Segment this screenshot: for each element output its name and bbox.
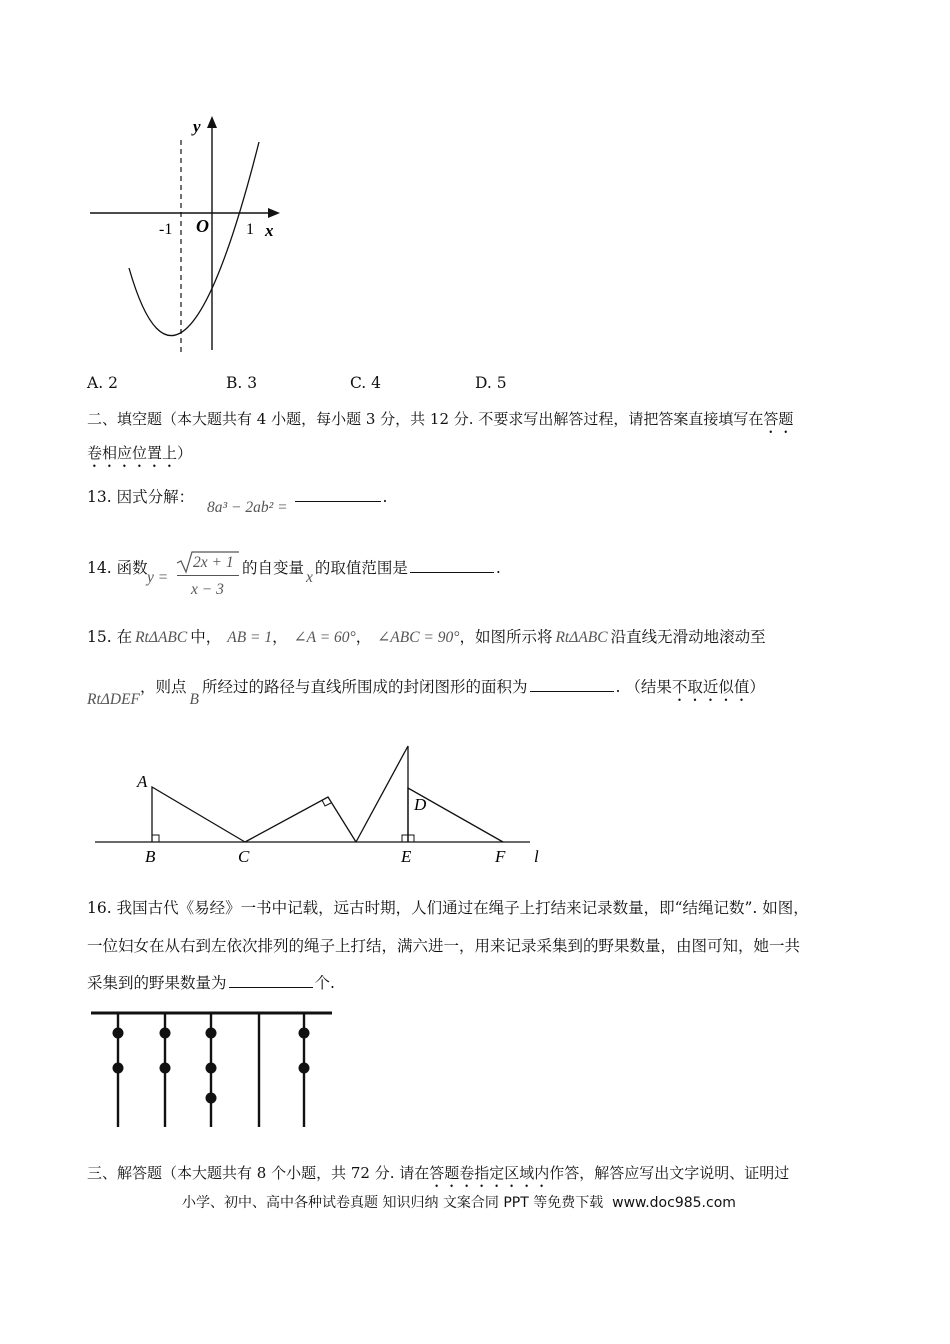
rope-5-knot-2 bbox=[299, 1063, 310, 1074]
q14-rest bbox=[242, 557, 501, 586]
footer-url[interactable]: www.doc985.com bbox=[612, 1195, 736, 1211]
option-c bbox=[350, 374, 381, 392]
q15-sep1: ， bbox=[272, 628, 288, 646]
option-a bbox=[87, 374, 118, 392]
section2-heading-line1 bbox=[87, 408, 793, 437]
q15-point: B bbox=[189, 691, 199, 708]
q14-answer-blank[interactable] bbox=[410, 571, 494, 573]
q13-label: 13. 因式分解： bbox=[87, 488, 195, 506]
section2-line2-text: ） bbox=[177, 444, 193, 462]
label-a: A bbox=[137, 772, 148, 791]
triangle-rolled-1 bbox=[245, 797, 356, 842]
rope-2-knot-1 bbox=[160, 1028, 171, 1039]
section3-heading bbox=[87, 1162, 789, 1191]
q14-denominator: x − 3 bbox=[191, 581, 224, 598]
rope-3-knot-2 bbox=[206, 1063, 217, 1074]
q15-close: ） bbox=[749, 678, 765, 696]
label-b: B bbox=[145, 847, 156, 866]
q15-tri2: RtΔABC bbox=[555, 629, 608, 646]
section3-before: 三、解答题（本大题共有 8 个小题，共 72 分. 请在 bbox=[87, 1164, 430, 1182]
question-16-line2 bbox=[87, 935, 800, 957]
option-d-letter: D. bbox=[475, 374, 492, 392]
q15-tri3: RtΔDEF bbox=[87, 691, 141, 708]
rope-2-knot-2 bbox=[160, 1063, 171, 1074]
q15-after-blank: . （结果 bbox=[615, 678, 672, 696]
section3-after: 作答，解答应写出文字说明、证明过 bbox=[549, 1164, 790, 1182]
q16-line3-before: 采集到的野果数量为 bbox=[87, 974, 227, 992]
q15-answer-blank[interactable] bbox=[530, 690, 614, 692]
rope-3-knot-3 bbox=[206, 1093, 217, 1104]
q15-mid5: 所经过的路径与直线所围成的封闭图形的面积为 bbox=[202, 678, 528, 696]
knotted-ropes-figure bbox=[88, 1005, 338, 1135]
q16-line3-after: 个. bbox=[314, 974, 335, 992]
q15-tri1: RtΔABC bbox=[135, 629, 188, 646]
option-c-value: 4 bbox=[371, 374, 382, 392]
parabola-curve bbox=[129, 142, 259, 336]
option-b-value: 3 bbox=[247, 374, 258, 392]
q13-expression: 8a³ − 2ab² = bbox=[207, 499, 288, 516]
x-axis-arrow bbox=[268, 208, 280, 218]
parabola-figure bbox=[85, 110, 295, 360]
section2-line1-emphasis: 答题 bbox=[763, 410, 794, 428]
option-a-letter: A. bbox=[87, 374, 104, 392]
section2-line1-text: 二、填空题（本大题共有 4 小题，每小题 3 分，共 12 分. 不要求写出解答过程，请把答案直接填写在 bbox=[87, 410, 764, 428]
question-15-line2 bbox=[87, 676, 765, 708]
y-axis-label: y bbox=[193, 117, 201, 136]
option-b bbox=[226, 374, 257, 392]
rope-1-knot-2 bbox=[113, 1063, 124, 1074]
label-d: D bbox=[414, 795, 427, 814]
q16-answer-blank[interactable] bbox=[229, 986, 313, 988]
question-16-line3 bbox=[87, 972, 335, 994]
section2-heading-line2 bbox=[87, 442, 192, 471]
label-c: C bbox=[238, 847, 250, 866]
rolling-triangle-figure bbox=[90, 740, 560, 870]
q13-answer-blank[interactable] bbox=[295, 500, 381, 502]
one-label: 1 bbox=[246, 221, 254, 238]
q14-numerator: 2x + 1 bbox=[193, 554, 234, 571]
q15-emphasis: 不取近似值 bbox=[671, 678, 750, 696]
label-e: E bbox=[401, 847, 412, 866]
origin-label: O bbox=[196, 216, 209, 236]
rope-1-knot-1 bbox=[113, 1028, 124, 1039]
question-15-line1 bbox=[87, 626, 766, 649]
q14-label: 14. 函数 bbox=[87, 559, 148, 577]
option-b-letter: B. bbox=[226, 374, 243, 392]
rope-3-knot-1 bbox=[206, 1028, 217, 1039]
q16-line1: 16. 我国古代《易经》一书中记载，远古时期，人们通过在绳子上打结来记录数量，即“结绳记数”. 如图， bbox=[87, 899, 809, 917]
q15-sep2: ， bbox=[355, 628, 372, 646]
right-angle-rolled-1 bbox=[322, 800, 331, 806]
question-16-line1 bbox=[87, 897, 809, 919]
option-d bbox=[475, 374, 507, 392]
neg-one-label: -1 bbox=[159, 221, 173, 238]
triangle-rolled-2 bbox=[356, 746, 408, 842]
x-axis-label: x bbox=[265, 221, 274, 240]
footer-text: 小学、初中、高中各种试卷真题 知识归纳 文案合同 PPT 等免费下载 bbox=[182, 1195, 604, 1211]
q15-mid4: ，则点 bbox=[140, 678, 187, 696]
q14-fraction-bar bbox=[177, 575, 239, 576]
q14-mid: 的自变量 bbox=[242, 559, 305, 577]
right-angle-b bbox=[152, 835, 159, 842]
triangle-abc bbox=[152, 787, 245, 842]
q14-after: 的取值范围是 bbox=[314, 559, 408, 577]
q14-end: . bbox=[495, 559, 501, 577]
page-footer bbox=[182, 1192, 736, 1212]
section3-emphasis: 答题卷指定区域内 bbox=[429, 1164, 550, 1182]
label-f: F bbox=[495, 847, 506, 866]
option-c-letter: C. bbox=[350, 374, 367, 392]
q15-cond3: ∠ABC = 90° bbox=[377, 629, 460, 646]
q15-mid3: 沿直线无滑动地滚动至 bbox=[610, 628, 766, 646]
q13-end: . bbox=[382, 488, 388, 506]
section2-line2-emphasis: 卷相应位置上 bbox=[87, 444, 178, 462]
question-13 bbox=[87, 486, 388, 516]
q15-mid2: ，如图所示将 bbox=[459, 628, 553, 646]
y-axis-arrow bbox=[207, 116, 217, 128]
q15-label: 15. 在 bbox=[87, 628, 133, 646]
q14-formula bbox=[147, 548, 242, 604]
q15-cond2: ∠A = 60° bbox=[293, 629, 356, 646]
q16-line2: 一位妇女在从右到左依次排列的绳子上打结，满六进一，用来记录采集到的野果数量，由图可知，她一共 bbox=[87, 937, 801, 955]
option-a-value: 2 bbox=[108, 374, 118, 392]
q14-var: x bbox=[306, 569, 313, 586]
q14-y-eq: y = bbox=[147, 569, 169, 586]
label-l: l bbox=[534, 847, 539, 866]
option-d-value: 5 bbox=[496, 374, 507, 392]
q15-mid1: 中， bbox=[190, 628, 222, 646]
rope-5-knot-1 bbox=[299, 1028, 310, 1039]
question-14 bbox=[87, 557, 148, 579]
q15-cond1: AB = 1 bbox=[227, 629, 273, 646]
